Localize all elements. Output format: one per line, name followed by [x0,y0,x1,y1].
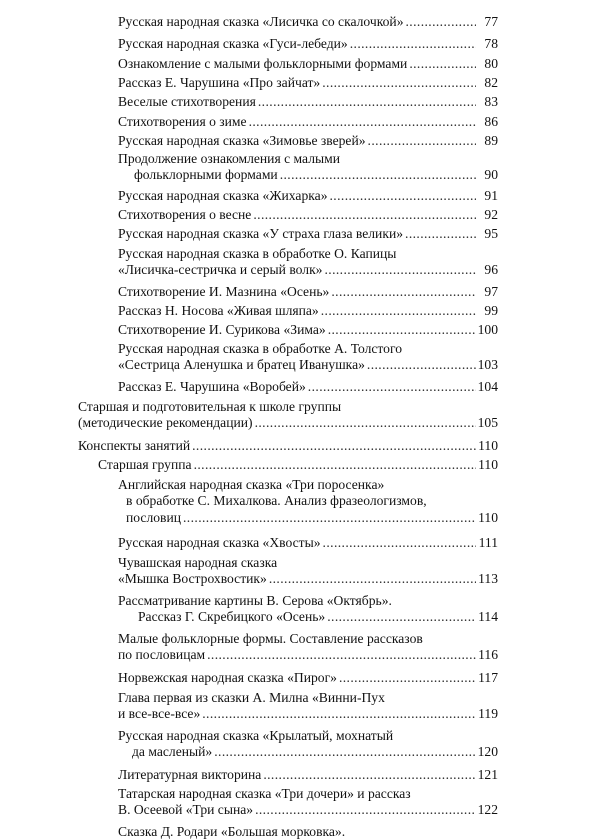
toc-entry-line: Английская народная сказка «Три поросенка» [118,477,385,492]
toc-entry-line: Конспекты занятий [78,438,191,453]
toc-entry-line: да масленый» [132,744,213,760]
toc-entry-line: Норвежская народная сказка «Пирог» [118,670,337,685]
toc-entry-line: Рассматривание картины В. Серова «Октябрь». [118,593,392,608]
toc-entry-line: (методические рекомендации) [78,415,253,431]
page-number: 92 [484,207,498,222]
page-number: 122 [477,802,498,818]
dot-leader [255,802,476,818]
page-number: 120 [477,744,498,760]
page-number: 113 [478,571,498,587]
dot-leader [207,647,476,663]
dot-leader [327,609,476,625]
dot-leader [321,303,476,319]
toc-entry [118,151,498,184]
page-number: 90 [484,167,498,183]
dot-leader [194,457,476,473]
toc-entry [118,303,498,319]
page-number: 96 [484,262,498,278]
toc-entry-line: Рассказ Н. Носова «Живая шляпа» [118,303,319,318]
page-number: 121 [477,767,498,782]
dot-leader [331,284,476,300]
toc-entry-line: в обработке С. Михалкова. Анализ фразеологизмов, [126,493,427,509]
toc-entry-line: В. Осеевой «Три сына» [118,802,254,818]
toc-entry-line: Продолжение ознакомления с малыми [118,151,340,166]
toc-entry [118,188,498,204]
page-number: 111 [478,535,498,550]
page-number: 97 [484,284,498,299]
toc-entry [118,36,498,52]
dot-leader [258,94,476,110]
toc-entry-line: «Мышка Вострохвостик» [118,571,267,587]
dot-leader [192,438,476,454]
page-number: 110 [478,438,498,453]
toc-entry-line: пословиц [126,509,181,525]
toc-entry [118,593,498,626]
dot-leader [350,36,476,52]
page-number: 83 [484,94,498,109]
dot-leader [249,114,476,130]
dot-leader [339,670,476,686]
dot-leader [324,262,476,278]
toc-entry-line: Стихотворения о весне [118,207,252,222]
toc-entry-line: Стихотворения о зиме [118,114,247,129]
toc-entry [118,226,498,242]
toc-entry [118,341,498,374]
page-number: 110 [478,457,498,472]
toc-entry [118,535,498,551]
toc-entry [118,670,498,686]
dot-leader [255,415,476,431]
dot-leader [406,14,477,30]
page-number: 78 [484,36,498,51]
toc-entry-line: Русская народная сказка в обработке А. Толстого [118,341,403,356]
toc-entry [118,322,498,338]
toc-entry-line: Русская народная сказка «У страха глаза велики» [118,226,404,241]
toc-entry-line: Рассказ Е. Чарушина «Воробей» [118,379,306,394]
dot-leader [322,75,476,91]
dot-leader [409,56,476,72]
toc-entry-line: Литературная викторина [118,767,262,782]
dot-leader [330,188,477,204]
page-number: 86 [484,114,498,129]
toc-entry-line: по пословицам [118,647,206,663]
toc-entry [118,824,498,840]
toc-entry-line: Рассказ Г. Скребицкого «Осень» [138,609,326,625]
toc-entry-line: Стихотворение И. Мазнина «Осень» [118,284,330,299]
toc-entry-line: Русская народная сказка «Лисичка со скалочкой» [118,14,404,29]
toc-entry-line: Русская народная сказка в обработке О. Капицы [118,246,397,261]
dot-leader [367,357,476,373]
toc-entry-line: Веселые стихотворения [118,94,256,109]
dot-leader [405,226,476,242]
toc-entry [118,207,498,223]
page-number: 99 [484,303,498,318]
toc-entry [78,438,498,454]
page-number: 114 [478,609,498,625]
dot-leader [323,535,476,551]
dot-leader [202,706,476,722]
page-number: 105 [477,415,498,431]
dot-leader [280,167,476,183]
toc-entry [118,246,498,279]
dot-leader [214,744,475,760]
toc-entry [118,690,498,723]
toc-entry [118,767,498,783]
toc-entry [118,477,498,526]
dot-leader [328,322,476,338]
page-number: 103 [477,357,498,373]
toc-entry [98,457,498,473]
toc-entry [118,728,498,761]
toc-entry-line: Русская народная сказка «Крылатый, мохнатый [118,728,394,743]
dot-leader [269,571,476,587]
dot-leader [308,379,476,395]
page-number: 116 [478,647,498,663]
page-number: 117 [478,670,498,685]
toc-entry-line: Глава первая из сказки А. Милна «Винни-Пух [118,690,385,705]
toc-entry [118,379,498,395]
page-number: 89 [484,133,498,148]
toc-entry [78,399,498,432]
page-number: 91 [484,188,498,203]
toc-entry-line: Татарская народная сказка «Три дочери» и рассказ [118,786,411,801]
page-number: 100 [477,322,498,337]
toc-entry [118,555,498,588]
toc-entry-line: Старшая и подготовительная к школе группы [78,399,342,414]
toc-entry [118,94,498,110]
page-number: 77 [484,14,498,29]
toc-entry-line: Рассказ Е. Чарушина «Про зайчат» [118,75,321,90]
toc-entry-line: и все-все-все» [118,706,201,722]
toc-entry-line: Ознакомление с малыми фольклорными формами [118,56,408,71]
toc-entry-line: фольклорными формами [134,167,278,183]
page-number: 95 [484,226,498,241]
dot-leader [263,767,475,783]
dot-leader [183,510,476,526]
toc-entry [118,133,498,149]
toc-entry-line: Русская народная сказка «Зимовье зверей» [118,133,366,148]
toc-entry-line: Сказка Д. Родари «Большая морковка». [118,824,346,839]
toc-entry [118,284,498,300]
dot-leader [368,133,476,149]
dot-leader [253,207,476,223]
toc-entry-line: Стихотворение И. Сурикова «Зима» [118,322,326,337]
page-number: 82 [484,75,498,90]
page-number: 80 [484,56,498,71]
toc-entry-line: Чувашская народная сказка [118,555,278,570]
toc-entry [118,14,498,30]
toc-entry-line: Старшая группа [98,457,192,472]
toc-entry [118,786,498,819]
toc-entry-line: «Сестрица Аленушка и братец Иванушка» [118,357,365,373]
toc-entry-line: Русская народная сказка «Жихарка» [118,188,328,203]
page-number: 119 [478,706,498,722]
page-number: 104 [477,379,498,394]
toc-entry [118,114,498,130]
toc-entry [118,56,498,72]
page-number: 110 [478,509,498,525]
toc-entry-line: «Лисичка-сестричка и серый волк» [118,262,323,278]
toc-entry-line: Малые фольклорные формы. Составление рассказов [118,631,423,646]
toc-entry-line: Русская народная сказка «Хвосты» [118,535,321,550]
toc-entry [118,631,498,664]
toc-entry [118,75,498,91]
toc-entry-line: Русская народная сказка «Гуси-лебеди» [118,36,348,51]
